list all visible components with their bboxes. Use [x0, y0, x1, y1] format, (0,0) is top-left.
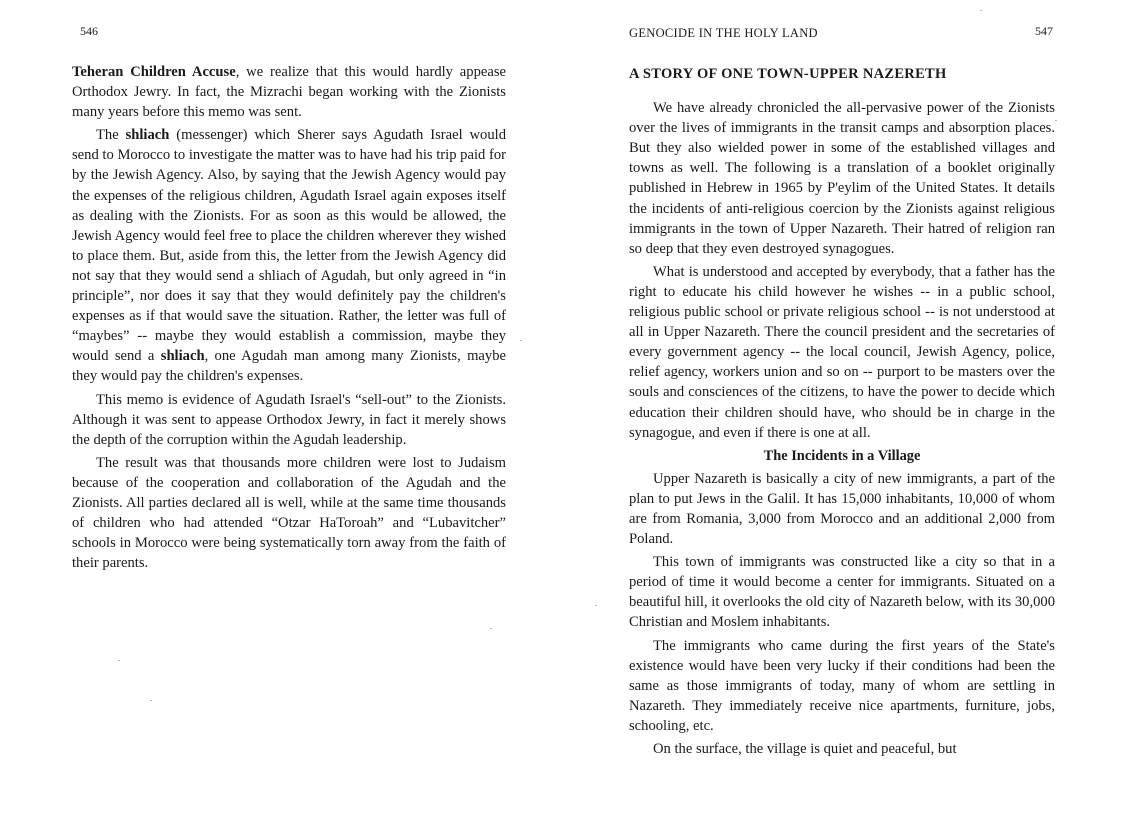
right-page-number: 547 [1035, 24, 1053, 38]
scan-speck [595, 605, 597, 606]
paragraph: On the surface, the village is quiet and peaceful, but [653, 741, 957, 757]
chapter-title: A STORY OF ONE TOWN-UPPER NAZERETH [629, 66, 947, 82]
paragraph: This memo is evidence of Agudath Israel's “sell-out” to the Zionists. Although it was sent to appease Orthodox Jewry, in fact it merely shows the depth of the corruption within the Agudah leadership. [72, 391, 506, 448]
paragraph: What is understood and accepted by everybody, that a father has the right to educate his child however he wishes -- in a public school, religious public school or private religious school -- is not understood at all in Upper Nazareth. There the council president and the secretaries of every government agency -- the local council, Jewish Agency, police, relief agency, workers union and so on -- purport to be masters over the souls and consciences of the citizens, to have the power to decide which education their children should have, who should be in charge in the synagogue, and even if there is one at all. [629, 263, 1055, 441]
left-page-number: 546 [80, 24, 98, 38]
bold-term: shliach [160, 348, 205, 365]
paragraph-text: , we realize that this would hardly appease Orthodox Jewry. In fact, the Mizrachi began working with the Zionists many years before this memo was sent. [72, 64, 506, 121]
paragraph: We have already chronicled the all-pervasive power of the Zionists over the lives of immigrants in the transit camps and absorption places. But they also wielded power in some of the established villages and towns as well. The following is a translation of a booklet originally published in Hebrew in 1965 by P'eylim of the United States. It details the incidents of anti-religious coercion by the Zionists against religious immigrants in the town of Upper Nazareth. Their hatred of religion ran so deep that they even destroyed synagogues. [629, 100, 1055, 257]
bold-lead-title: Teheran Children Accuse [72, 64, 236, 80]
scan-speck [980, 10, 982, 11]
paragraph [72, 125, 506, 386]
running-head: GENOCIDE IN THE HOLY LAND [629, 26, 818, 40]
scan-speck [150, 700, 152, 701]
section-heading: The Incidents in a Village [763, 447, 921, 464]
paragraph: The result was that thousands more children were lost to Judaism because of the cooperation and collaboration of the Agudah and the Zionists. All parties declared all is well, while at the same time thousands of children who had attended “Otzar HaToroah” and “Lubavitcher” schools in Morocco were being systematically torn away from the faith of their parents. [72, 454, 506, 572]
paragraph: Upper Nazareth is basically a city of new immigrants, a part of the plan to put Jews in the Galil. It has 15,000 inhabitants, 10,000 of whom are from Romania, 3,000 from Morocco and an additional 2,000 from Poland. [629, 470, 1055, 548]
paragraph-text: , one Agudah man among many Zionists, maybe they would pay the children's expenses. [72, 348, 506, 385]
right-text-column [629, 64, 1055, 762]
scan-speck [490, 628, 492, 629]
scan-speck [118, 660, 120, 661]
paragraph: The immigrants who came during the first years of the State's existence would have been very lucky if their conditions had been the same as those immigrants of today, many of whom are settling in Nazareth. They immediately receive nice apartments, furniture, jobs, schooling, etc. [629, 637, 1055, 734]
left-text-column [72, 62, 506, 576]
right-page [565, 0, 1130, 821]
paragraph [72, 62, 506, 122]
paragraph-text: The [96, 127, 126, 144]
scan-speck [520, 340, 522, 341]
scan-speck [1055, 120, 1057, 121]
paragraph-text: (messenger) which Sherer says Agudath Israel would send to Morocco to investigate the matter was to have had his trip paid for by the Jewish Agency. Also, by saying that the Jewish Agency would pay the expenses of the religious children, Agudath Israel again exposes itself as dealing with the Zionists. For as soon as this would be allowed, the Jewish Agency would feel free to place the children wherever they wished to place them. But, aside from this, the letter from the Jewish Agency did not say that they would send a shliach of Agudah, but only agreed in “in principle”, nor does it say that they would definitely pay the children's expenses as if that would save the situation. Rather, the letter was full of “maybes” -- maybe they would establish a commission, maybe they would send a [72, 127, 506, 365]
bold-term: shliach [125, 127, 170, 144]
paragraph: This town of immigrants was constructed like a city so that in a period of time it would become a center for immigrants. Situated on a beautiful hill, it overlooks the old city of Nazareth below, with its 30,000 Christian and Moslem inhabitants. [629, 554, 1055, 631]
